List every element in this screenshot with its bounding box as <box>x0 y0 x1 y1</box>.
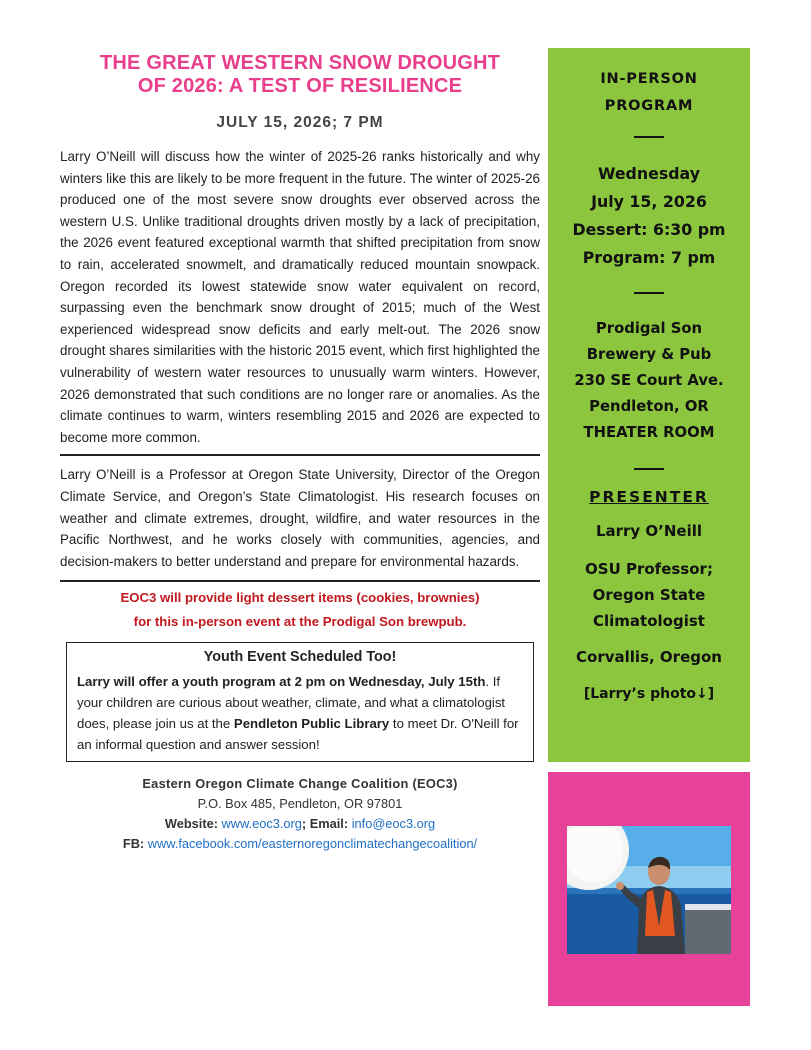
youth-intro: Larry will offer a youth program at 2 pm on Wednesday, July 15th <box>77 674 486 690</box>
title-line-2: OF 2026: A TEST OF RESILIENCE <box>137 75 463 97</box>
youth-event-title: Youth Event Scheduled Too! <box>203 649 397 666</box>
event-date-side: July 15, 2026 <box>591 192 707 211</box>
presenter-name: Larry O’Neill <box>595 522 703 540</box>
footer-facebook <box>60 834 540 854</box>
title-line-1: THE GREAT WESTERN SNOW DROUGHT <box>99 52 501 74</box>
youth-event-box <box>66 642 534 762</box>
presenter-photo-illustration <box>567 826 731 954</box>
divider <box>60 580 540 582</box>
in-person-line-2: PROGRAM <box>604 98 694 114</box>
venue-room: THEATER ROOM <box>583 424 715 441</box>
divider <box>60 454 540 456</box>
footer-address: P.O. Box 485, Pendleton, OR 97801 <box>197 796 403 812</box>
website-link[interactable]: www.eoc3.org <box>221 816 302 832</box>
presenter-photo <box>567 826 731 954</box>
description-paragraph: Larry O’Neill will discuss how the winter of 2025-26 ranks historically and why winters like this are likely to be more frequent in the future. The winter of 2025-26 produced one of the most severe snow droughts ever observed across the western U.S. Unlike traditional droughts driven mostly by a lack of precipitation, the 2026 event featured exceptional warmth that shifted precipitation from snow to rain, accelerated snowmelt, and dramatically reduced mountain snowpack. Oregon recorded its lowest statewide snow water equivalent on record, surpassing even the benchmark snow drought of 2015; much of the West experienced widespread snow deficits and early melt-out. The 2026 snow drought shares similarities with the historic 2015 event, which first highlighted the vulnerability of western water resources to unusually warm winters. However, 2026 demonstrated that such conditions are no longer rare or anomalies. As the climate continues to warm, winters resembling 2015 and 2026 are expected to become more common. <box>60 149 540 445</box>
role-line-1: OSU Professor; <box>585 560 713 578</box>
photo-frame <box>548 772 750 1006</box>
venue-address: 230 SE Court Ave. <box>574 372 724 389</box>
venue-city: Pendleton, OR <box>589 398 709 415</box>
website-label: Website: <box>164 816 218 832</box>
event-day: Wednesday <box>597 164 701 183</box>
presenter-heading: PRESENTER <box>589 488 709 506</box>
youth-place: Pendleton Public Library <box>233 716 390 732</box>
event-date: JULY 15, 2026; 7 PM <box>216 114 384 131</box>
facebook-link[interactable]: www.facebook.com/easternoregonclimatechangecoalition/ <box>147 836 478 852</box>
dessert-note-line-2: for this in-person event at the Prodigal Son brewpub. <box>133 614 467 630</box>
email-label: ; Email: <box>301 816 349 832</box>
role-line-3: Climatologist <box>593 612 705 630</box>
footer-contact <box>60 814 540 834</box>
youth-end-text: to meet Dr. O'Neill for an informal question and answer session! <box>77 716 519 753</box>
divider <box>634 292 664 294</box>
photo-note: [Larry’s photo↓] <box>583 686 715 702</box>
youth-event-text <box>77 671 523 755</box>
event-venue <box>548 316 750 446</box>
dessert-note <box>60 586 540 634</box>
role-line-2: Oregon State <box>592 586 706 604</box>
venue-name-2: Brewery & Pub <box>586 346 712 363</box>
divider <box>634 468 664 470</box>
in-person-line-1: IN-PERSON <box>600 71 698 87</box>
footer <box>60 774 540 854</box>
main-column <box>60 52 540 854</box>
presenter-city: Corvallis, Oregon <box>576 648 722 666</box>
dessert-time: Dessert: 6:30 pm <box>572 220 726 239</box>
dessert-note-line-1: EOC3 will provide light dessert items (cookies, brownies) <box>120 590 480 606</box>
youth-mid-text: . If your children are curious about weather, climate, and what a climatologist does, please join us at the <box>77 674 506 732</box>
email-link[interactable]: info@eoc3.org <box>351 816 436 832</box>
page-title <box>60 52 540 98</box>
venue-name-1: Prodigal Son <box>595 320 703 337</box>
event-when <box>548 160 750 272</box>
program-time: Program: 7 pm <box>582 248 716 267</box>
presenter-role <box>548 556 750 634</box>
divider <box>634 136 664 138</box>
footer-org: Eastern Oregon Climate Change Coalition (EOC3) <box>142 776 458 792</box>
in-person-heading <box>548 66 750 120</box>
facebook-label: FB: <box>122 836 145 852</box>
event-sidebar <box>548 48 750 762</box>
bio-paragraph: Larry O’Neill is a Professor at Oregon State University, Director of the Oregon Climate Service, and Oregon’s State Climatologist. His research focuses on weather and climate extremes, drought, wildfire, and water resources in the Pacific Northwest, and he works closely with communities, agencies, and decision-makers to better understand and prepare for environmental hazards. <box>60 467 540 569</box>
